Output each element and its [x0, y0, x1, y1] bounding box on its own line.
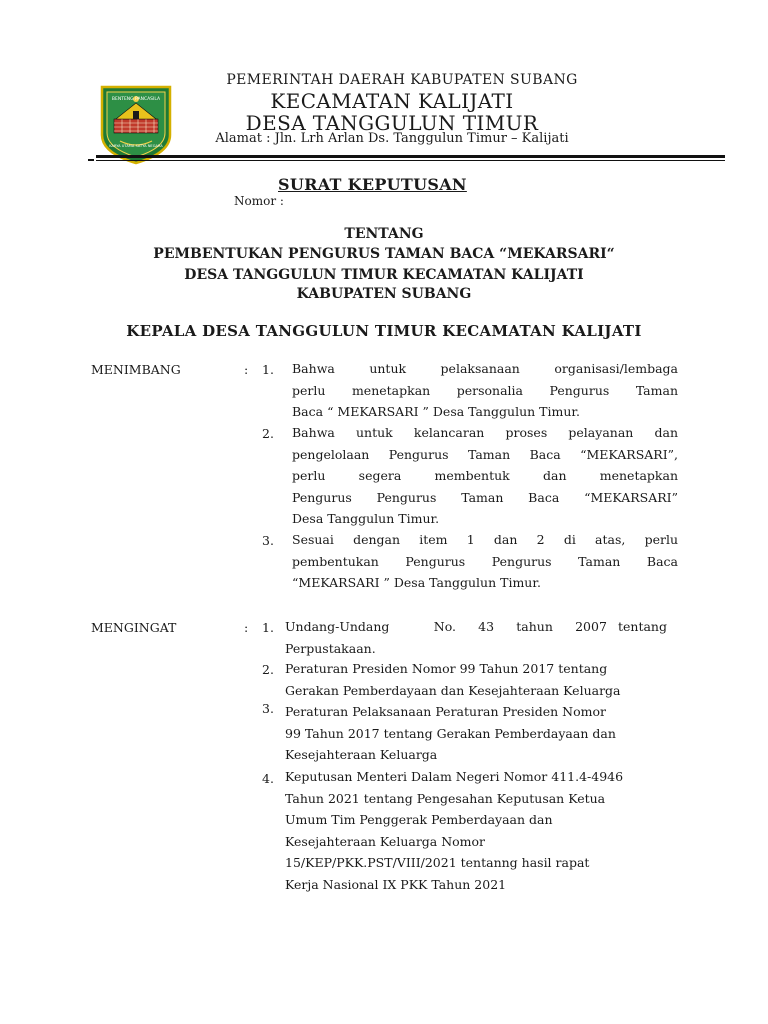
text-line: Baca “ MEKARSARI ” Desa Tanggulun Timur.: [292, 404, 580, 419]
text-line: Peraturan Presiden Nomor 99 Tahun 2017 tentang: [285, 661, 608, 676]
menimbang-item-3: [292, 529, 678, 594]
header-rule-thin: [96, 160, 725, 161]
menimbang-label: MENIMBANG: [91, 362, 181, 377]
issuer-heading: KEPALA DESA TANGGULUN TIMUR KECAMATAN KALIJATI: [126, 322, 642, 340]
text-line: Umum Tim Penggerak Pemberdayaan dan: [285, 812, 553, 827]
text-line: Perpustakaan.: [285, 640, 376, 656]
text-line: perlu menetapkan personalia Pengurus Taman: [292, 382, 678, 398]
kecamatan-name: KECAMATAN KALIJATI: [270, 89, 514, 113]
text-line: Keputusan Menteri Dalam Negeri Nomor 411.4-4946: [285, 769, 624, 784]
mengingat-item-1: [285, 616, 667, 659]
government-name: PEMERINTAH DAERAH KABUPATEN SUBANG: [226, 72, 578, 88]
text-line: Gerakan Pemberdayaan dan Kesejahteraan Keluarga: [285, 682, 621, 698]
logo-top-text: BENTENG PANCASILA: [111, 97, 161, 102]
subject-line-3: KABUPATEN SUBANG: [296, 286, 472, 302]
text-line: perlu segera membentuk dan menetapkan: [292, 468, 678, 483]
text-line: pembentukan Pengurus Pengurus Taman Baca: [292, 553, 678, 569]
mengingat-item-2: [285, 658, 680, 701]
tentang-heading: TENTANG: [344, 226, 424, 242]
text-line: Pengurus Pengurus Taman Baca “MEKARSARI”: [292, 489, 678, 505]
menimbang-item-2: [292, 422, 678, 530]
subject-line-1: PEMBENTUKAN PENGURUS TAMAN BACA “MEKARSARI“: [153, 246, 615, 262]
mengingat-item-2-number: 2.: [262, 662, 274, 677]
mengingat-item-3-number: 3.: [262, 701, 274, 716]
menimbang-item-2-number: 2.: [262, 426, 274, 441]
text-line: Sesuai dengan item 1 dan 2 di atas, perlu: [292, 532, 678, 547]
text-line: Bahwa untuk kelancaran proses pelayanan dan: [292, 425, 678, 440]
text-line: Kerja Nasional IX PKK Tahun 2021: [285, 876, 507, 892]
text-line: Undang-Undang No. 43 tahun 2007 tentang: [285, 619, 667, 634]
text-line: Peraturan Pelaksanaan Peraturan Presiden Nomor: [285, 704, 606, 719]
text-line: 15/KEP/PKK.PST/VIII/2021 tentanng hasil rapat: [285, 855, 590, 870]
text-line: Kesejahteraan Keluarga Nomor: [285, 833, 486, 849]
text-line: 99 Tahun 2017 tentang Gerakan Pemberdayaan dan: [285, 725, 616, 741]
text-line: pengelolaan Pengurus Taman Baca “MEKARSARI”,: [292, 446, 678, 462]
mengingat-item-3: [285, 701, 680, 766]
mengingat-item-4: [285, 766, 680, 895]
emblem-logo: [96, 83, 176, 165]
menimbang-item-1-number: 1.: [262, 362, 274, 377]
menimbang-item-3-number: 3.: [262, 533, 274, 548]
document-number-label: Nomor :: [234, 194, 284, 208]
header-rule-tick: [88, 159, 94, 161]
text-line: Tahun 2021 tentang Pengesahan Keputusan Ketua: [285, 790, 606, 806]
mengingat-item-4-number: 4.: [262, 771, 274, 786]
text-line: “MEKARSARI ” Desa Tanggulun Timur.: [292, 575, 541, 590]
mengingat-colon: :: [244, 620, 249, 635]
address: Alamat : Jln. Lrh Arlan Ds. Tanggulun Timur – Kalijati: [215, 131, 569, 146]
subject-line-2: DESA TANGGULUN TIMUR KECAMATAN KALIJATI: [184, 267, 584, 283]
menimbang-colon: :: [244, 362, 249, 377]
desa-name: DESA TANGGULUN TIMUR: [245, 111, 539, 135]
header-rule-thick: [96, 155, 725, 158]
mengingat-item-1-number: 1.: [262, 620, 274, 635]
text-line: Kesejahteraan Keluarga: [285, 747, 438, 762]
document-title: SURAT KEPUTUSAN: [278, 175, 467, 194]
menimbang-item-1: [292, 358, 678, 423]
text-line: Desa Tanggulun Timur.: [292, 511, 440, 526]
mengingat-label: MENGINGAT: [91, 620, 177, 635]
text-line: Bahwa untuk pelaksanaan organisasi/lembaga: [292, 361, 678, 376]
logo-bottom-text: KARYA UTAMA SATYA NEGARA: [109, 144, 163, 148]
